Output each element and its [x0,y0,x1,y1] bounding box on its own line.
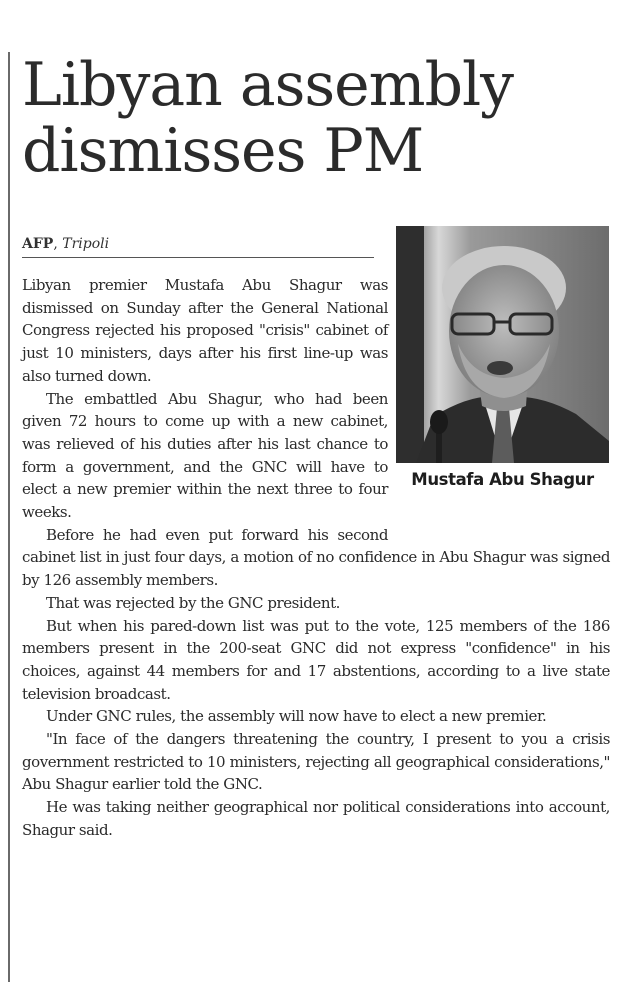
photo-caption: Mustafa Abu Shagur [411,470,594,489]
paragraph: Under GNC rules, the assembly will now have to elect a new premier. [46,707,547,726]
paragraph: He was taking neither geographical nor political considerations into account, Shagur said. [22,798,610,839]
headline: Libyan assembly dismisses PM [22,50,514,186]
paragraph: Before he had even put forward his second cabinet list in just four days, a motion of no confidence in Abu Shagur was signed by 126 assembly members. [22,525,610,590]
byline-place: Tripoli [62,236,110,252]
article-body [22,274,610,842]
byline-agency: AFP [22,236,54,252]
paragraph: But when his pared-down list was put to the vote, 125 members of the 186 members present in the 200-seat GNC did not express "confidence" in his choices, against 44 members for and 17 abstentions, according to a live state television broadcast. [22,616,610,703]
paragraph: "In face of the dangers threatening the country, I present to you a crisis government restricted to 10 ministers, rejecting all geographical considerations," Abu Shagur earlier told the GNC. [22,730,610,794]
byline: AFP, Tripoli [22,236,374,258]
paragraph: Libyan premier Mustafa Abu Shagur was dismissed on Sunday after the General National Congress rejected his proposed "crisis" cabinet of just 10 ministers, days after his first line-up was also turned down. [22,276,388,385]
paragraph: The embattled Abu Shagur, who had been given 72 hours to come up with a new cabinet, was relieved of his duties after his last chance to form a government, and the GNC will have to elect a new premier within the next three to four weeks. [22,389,388,522]
column-rule [8,52,10,982]
paragraph: That was rejected by the GNC president. [46,593,340,612]
photo-float-spacer [388,274,610,526]
